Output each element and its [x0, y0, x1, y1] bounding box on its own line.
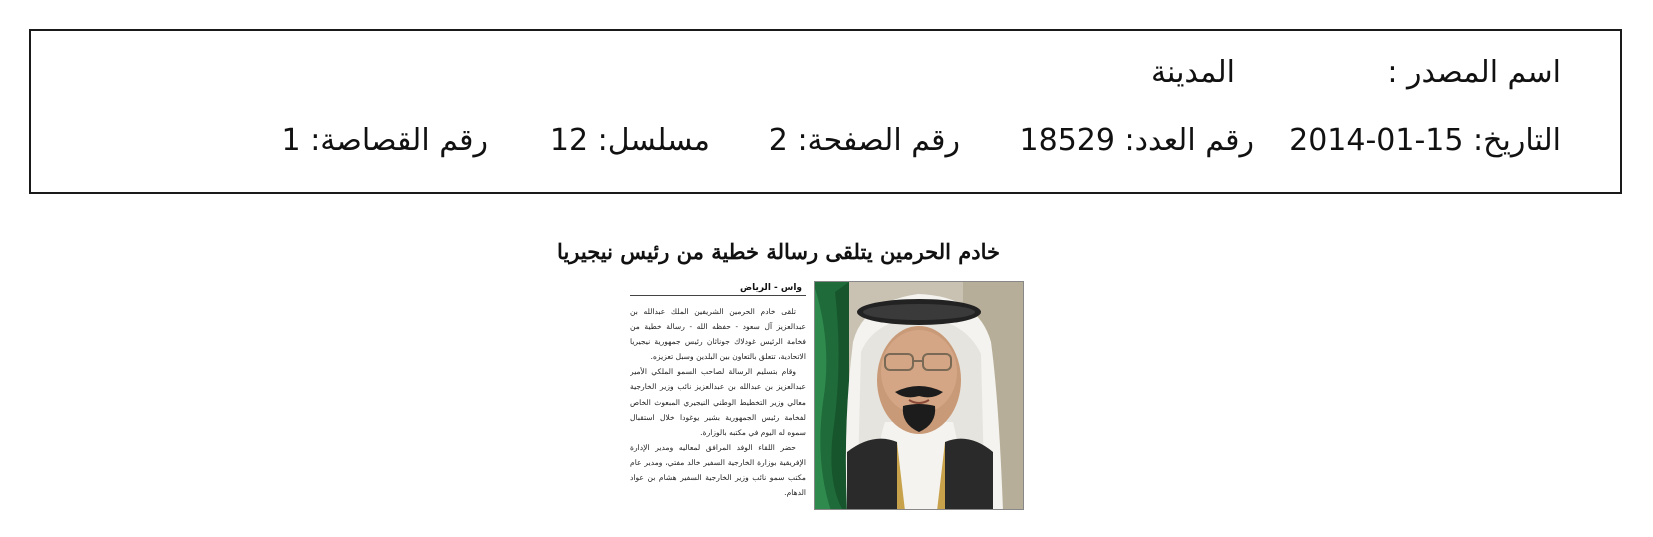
article-byline: واس - الرياض	[630, 281, 806, 296]
article-paragraph: تلقى خادم الحرمين الشريفين الملك عبدالله بن عبدالعزيز آل سعود - حفظه الله - رسالة خطية من فخامة الرئيس غودلاك جوناثان رئيس جمهورية نيجيريا الاتحادية، تتعلق بالتعاون بين البلدين وسبل تعزيزه.	[630, 307, 806, 362]
clipping-headline: خادم الحرمين يتلقى رسالة خطية من رئيس نيجيريا	[557, 239, 1000, 264]
date-label: التاريخ:	[1473, 123, 1561, 158]
serial-value: 12	[549, 123, 589, 158]
document-info-box	[29, 29, 1622, 194]
source-label: اسم المصدر :	[1387, 55, 1561, 90]
meta-row	[31, 119, 1620, 163]
page-label: رقم الصفحة:	[797, 123, 960, 158]
serial-field	[550, 119, 710, 163]
clip-label: رقم القصاصة:	[310, 123, 488, 158]
article-paragraph: وقام بتسليم الرسالة لصاحب السمو الملكي الأمير عبدالعزيز بن عبدالله بن عبدالعزيز نائب وزير الخارجية معالي وزير التخطيط الوطني النيجيري المبعوث الخاص لفخامة رئيس الجمهورية بشير يوغودا خلال استقبال سموه له اليوم في مكتبه بالوزارة.	[630, 367, 806, 437]
clip-field	[282, 119, 488, 163]
issue-value: 18529	[1019, 123, 1115, 158]
article-body	[630, 304, 806, 500]
date-field	[1289, 119, 1561, 163]
date-value: 2014-01-15	[1289, 123, 1464, 158]
newspaper-clipping	[557, 225, 1025, 515]
issue-label: رقم العدد:	[1124, 123, 1254, 158]
serial-label: مسلسل:	[597, 123, 710, 158]
article-column	[630, 281, 806, 511]
source-value: المدينة	[1150, 55, 1235, 90]
portrait-illustration	[814, 282, 1023, 510]
page-value: 2	[768, 123, 788, 158]
page-field	[769, 119, 960, 163]
article-paragraph: حضر اللقاء الوفد المرافق لمعاليه ومدير الإدارة الإفريقية بوزارة الخارجية السفير خالد مفتي، ومدير عام مكتب سمو نائب وزير الخارجية السفير هشام بن عواد الدهام.	[630, 442, 806, 498]
portrait-photo	[814, 281, 1024, 510]
source-row	[31, 51, 1620, 95]
clip-value: 1	[281, 123, 301, 158]
issue-field	[1020, 119, 1254, 163]
